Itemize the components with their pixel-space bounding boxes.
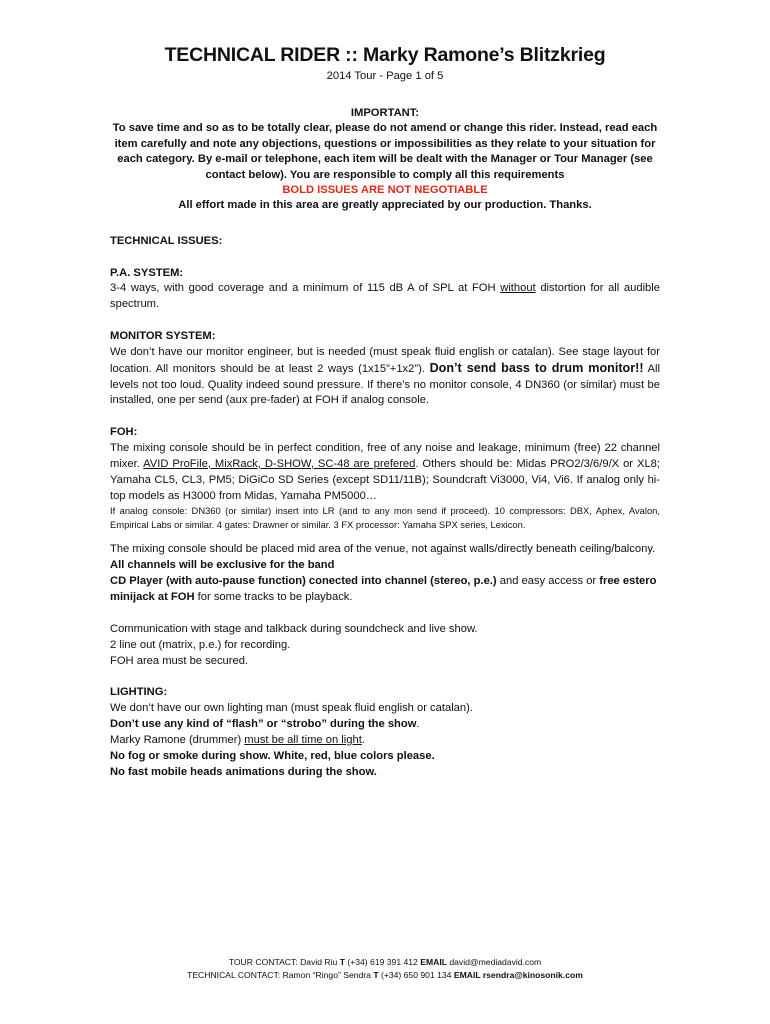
lighting-line-3: Marky Ramone (drummer) must be all time on light. xyxy=(110,733,365,746)
lighting-line-2: Don’t use any kind of “flash” or “strobo” during the show. xyxy=(110,717,420,730)
tech-email-link[interactable]: rsendra@kinosonik.com xyxy=(480,969,583,980)
monitor-system-text: We don’t have our monitor engineer, but is needed (must speak fluid english or catalan). See stage layout for location. All monitors should be at least 2 ways (1x15”+1x2”). Don’t send bass to drum monitor!! All levels not too loud. Quality indeed sound pressure. If there’s no monitor console, 4 DN360 (or similar) must be installed, one per send (aux pre-fader) at FOH if analog console. xyxy=(110,345,660,407)
page-indicator: 2014 Tour - Page 1 of 5 xyxy=(326,70,444,82)
important-body: To save time and so as to be totally clear, please do not amend or change this rider. Instead, read each item carefully and note any objections, questions or impossibilities as they relate to your situation for each category. By e-mail or telephone, each item will be dealt with the Manager or Tour Manager (see contact below). You are responsible to comply all this requirements xyxy=(112,122,658,181)
line-out-text: 2 line out (matrix, p.e.) for recording. xyxy=(110,638,291,651)
lighting-heading: LIGHTING: xyxy=(110,686,168,698)
lighting-line-1: We don’t have our own lighting man (must speak fluid english or catalan). xyxy=(110,701,473,714)
foh-console-text: The mixing console should be in perfect condition, free of any noise and leakage, minimum (free) 22 channel mixer. AVID ProFile, MixRack, D-SHOW, SC-48 are prefered. Others should be: Midas PRO2/3/6/9/X or XL8; Yamaha CL5, CL3, PM5; DiGiCo SD Series (except SD11/11B); Soundcraft Vi3000, Vi4, Vi6. If analog only hi-top models as H3000 from Midas, Yamaha PM5000… xyxy=(110,441,660,502)
important-notice xyxy=(102,106,668,214)
analog-console-note: If analog console: DN360 (or similar) insert into LR (and to any mon send if proceed). 10 compressors: DBX, Aphex, Avalon, Empirical Labs or similar. 4 gates: Drawner or similar. 3 FX processor: Yamaha SPX series, Lexicon. xyxy=(110,505,660,531)
pa-system-heading: P.A. SYSTEM: xyxy=(110,266,184,279)
lighting-line-4: No fog or smoke during show. White, red, blue colors please. xyxy=(110,749,435,762)
exclusive-channels-text: All channels will be exclusive for the band xyxy=(110,559,335,572)
monitor-system-heading: MONITOR SYSTEM: xyxy=(110,329,216,342)
tour-email-link[interactable]: david@mediadavid.com xyxy=(446,957,542,967)
document-title: TECHNICAL RIDER :: Marky Ramone’s Blitzkrieg xyxy=(164,44,606,66)
without-emphasis: without xyxy=(500,282,536,295)
lighting-line-5: No fast mobile heads animations during the show. xyxy=(110,765,377,778)
no-bass-warning: Don’t send bass to drum monitor!! xyxy=(429,360,644,375)
thanks-line: All effort made in this area are greatly appreciated by our production. Thanks. xyxy=(178,199,592,212)
foh-secured-text: FOH area must be secured. xyxy=(110,654,249,667)
rider-content xyxy=(110,234,660,780)
contact-footer xyxy=(0,956,770,981)
important-heading: IMPORTANT: xyxy=(350,107,420,119)
foh-heading: FOH: xyxy=(110,425,138,438)
technical-issues-heading: TECHNICAL ISSUES: xyxy=(110,235,223,247)
communication-text: Communication with stage and talkback during soundcheck and live show. xyxy=(110,622,478,635)
console-placement-text: The mixing console should be placed mid area of the venue, not against walls/directly beneath ceiling/balcony. xyxy=(110,543,656,556)
tour-contact: TOUR CONTACT: David Riu T (+34) 619 391 412 EMAIL david@mediadavid.com xyxy=(228,957,542,967)
pa-system-text: 3-4 ways, with good coverage and a minimum of 115 dB A of SPL at FOH without distortion for all audible spectrum. xyxy=(110,282,660,311)
non-negotiable-notice: BOLD ISSUES ARE NOT NEGOTIABLE xyxy=(282,184,488,197)
cd-player-text: CD Player (with auto-pause function) conected into channel (stereo, p.e.) and easy access or free estero minijack at FOH for some tracks to be playback. xyxy=(110,575,657,604)
technical-contact: TECHNICAL CONTACT: Ramon “Ringo” Sendra T (+34) 650 901 134 EMAIL rsendra@kinosonik.com xyxy=(187,969,583,980)
preferred-consoles: AVID ProFile, MixRack, D-SHOW, SC-48 are prefered xyxy=(143,457,416,470)
